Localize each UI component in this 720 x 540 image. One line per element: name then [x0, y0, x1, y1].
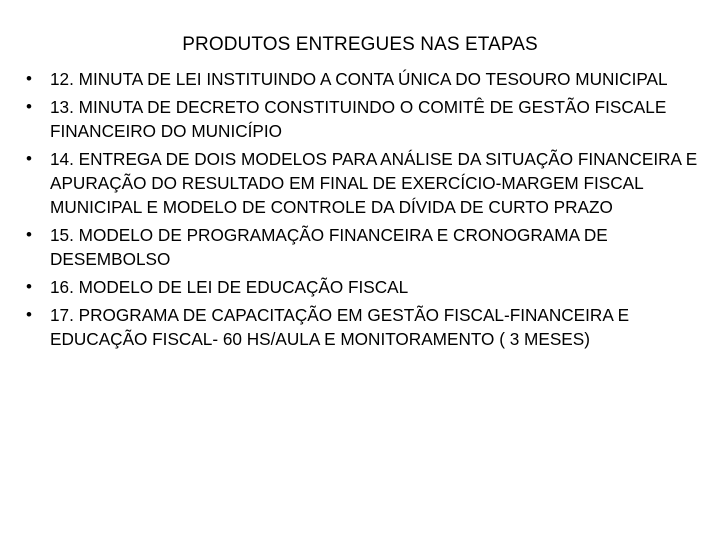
bullet-icon: •	[26, 277, 32, 296]
bullet-icon: •	[26, 69, 32, 88]
list-item	[26, 95, 706, 143]
bullet-list	[26, 67, 706, 355]
bullet-icon: •	[26, 97, 32, 116]
list-item	[26, 223, 706, 271]
list-item-text: 15. MODELO DE PROGRAMAÇÃO FINANCEIRA E CRONOGRAMA DE DESEMBOLSO	[50, 225, 608, 269]
slide-title: PRODUTOS ENTREGUES NAS ETAPAS	[182, 34, 538, 55]
list-item-text: 17. PROGRAMA DE CAPACITAÇÃO EM GESTÃO FISCAL-FINANCEIRA E EDUCAÇÃO FISCAL- 60 HS/AULA E MONITORAMENTO ( 3 MESES)	[50, 305, 630, 349]
list-item-text: 13. MINUTA DE DECRETO CONSTITUINDO O COMITÊ DE GESTÃO FISCALE FINANCEIRO DO MUNICÍPIO	[50, 97, 667, 141]
bullet-icon: •	[26, 305, 32, 324]
bullet-icon: •	[26, 225, 32, 244]
list-item	[26, 303, 706, 351]
list-item-text: 12. MINUTA DE LEI INSTITUINDO A CONTA ÚNICA DO TESOURO MUNICIPAL	[50, 69, 668, 89]
list-item	[26, 275, 706, 299]
list-item	[26, 147, 706, 219]
bullet-icon: •	[26, 149, 32, 168]
list-item	[26, 67, 706, 91]
list-item-text: 16. MODELO DE LEI DE EDUCAÇÃO FISCAL	[50, 277, 409, 297]
list-item-text: 14. ENTREGA DE DOIS MODELOS PARA ANÁLISE DA SITUAÇÃO FINANCEIRA E APURAÇÃO DO RESULTADO EM FINAL DE EXERCÍCIO-MARGEM FISCAL MUNICIPAL E MODELO DE CONTROLE DA DÍVIDA DE CURTO PRAZO	[50, 149, 698, 217]
